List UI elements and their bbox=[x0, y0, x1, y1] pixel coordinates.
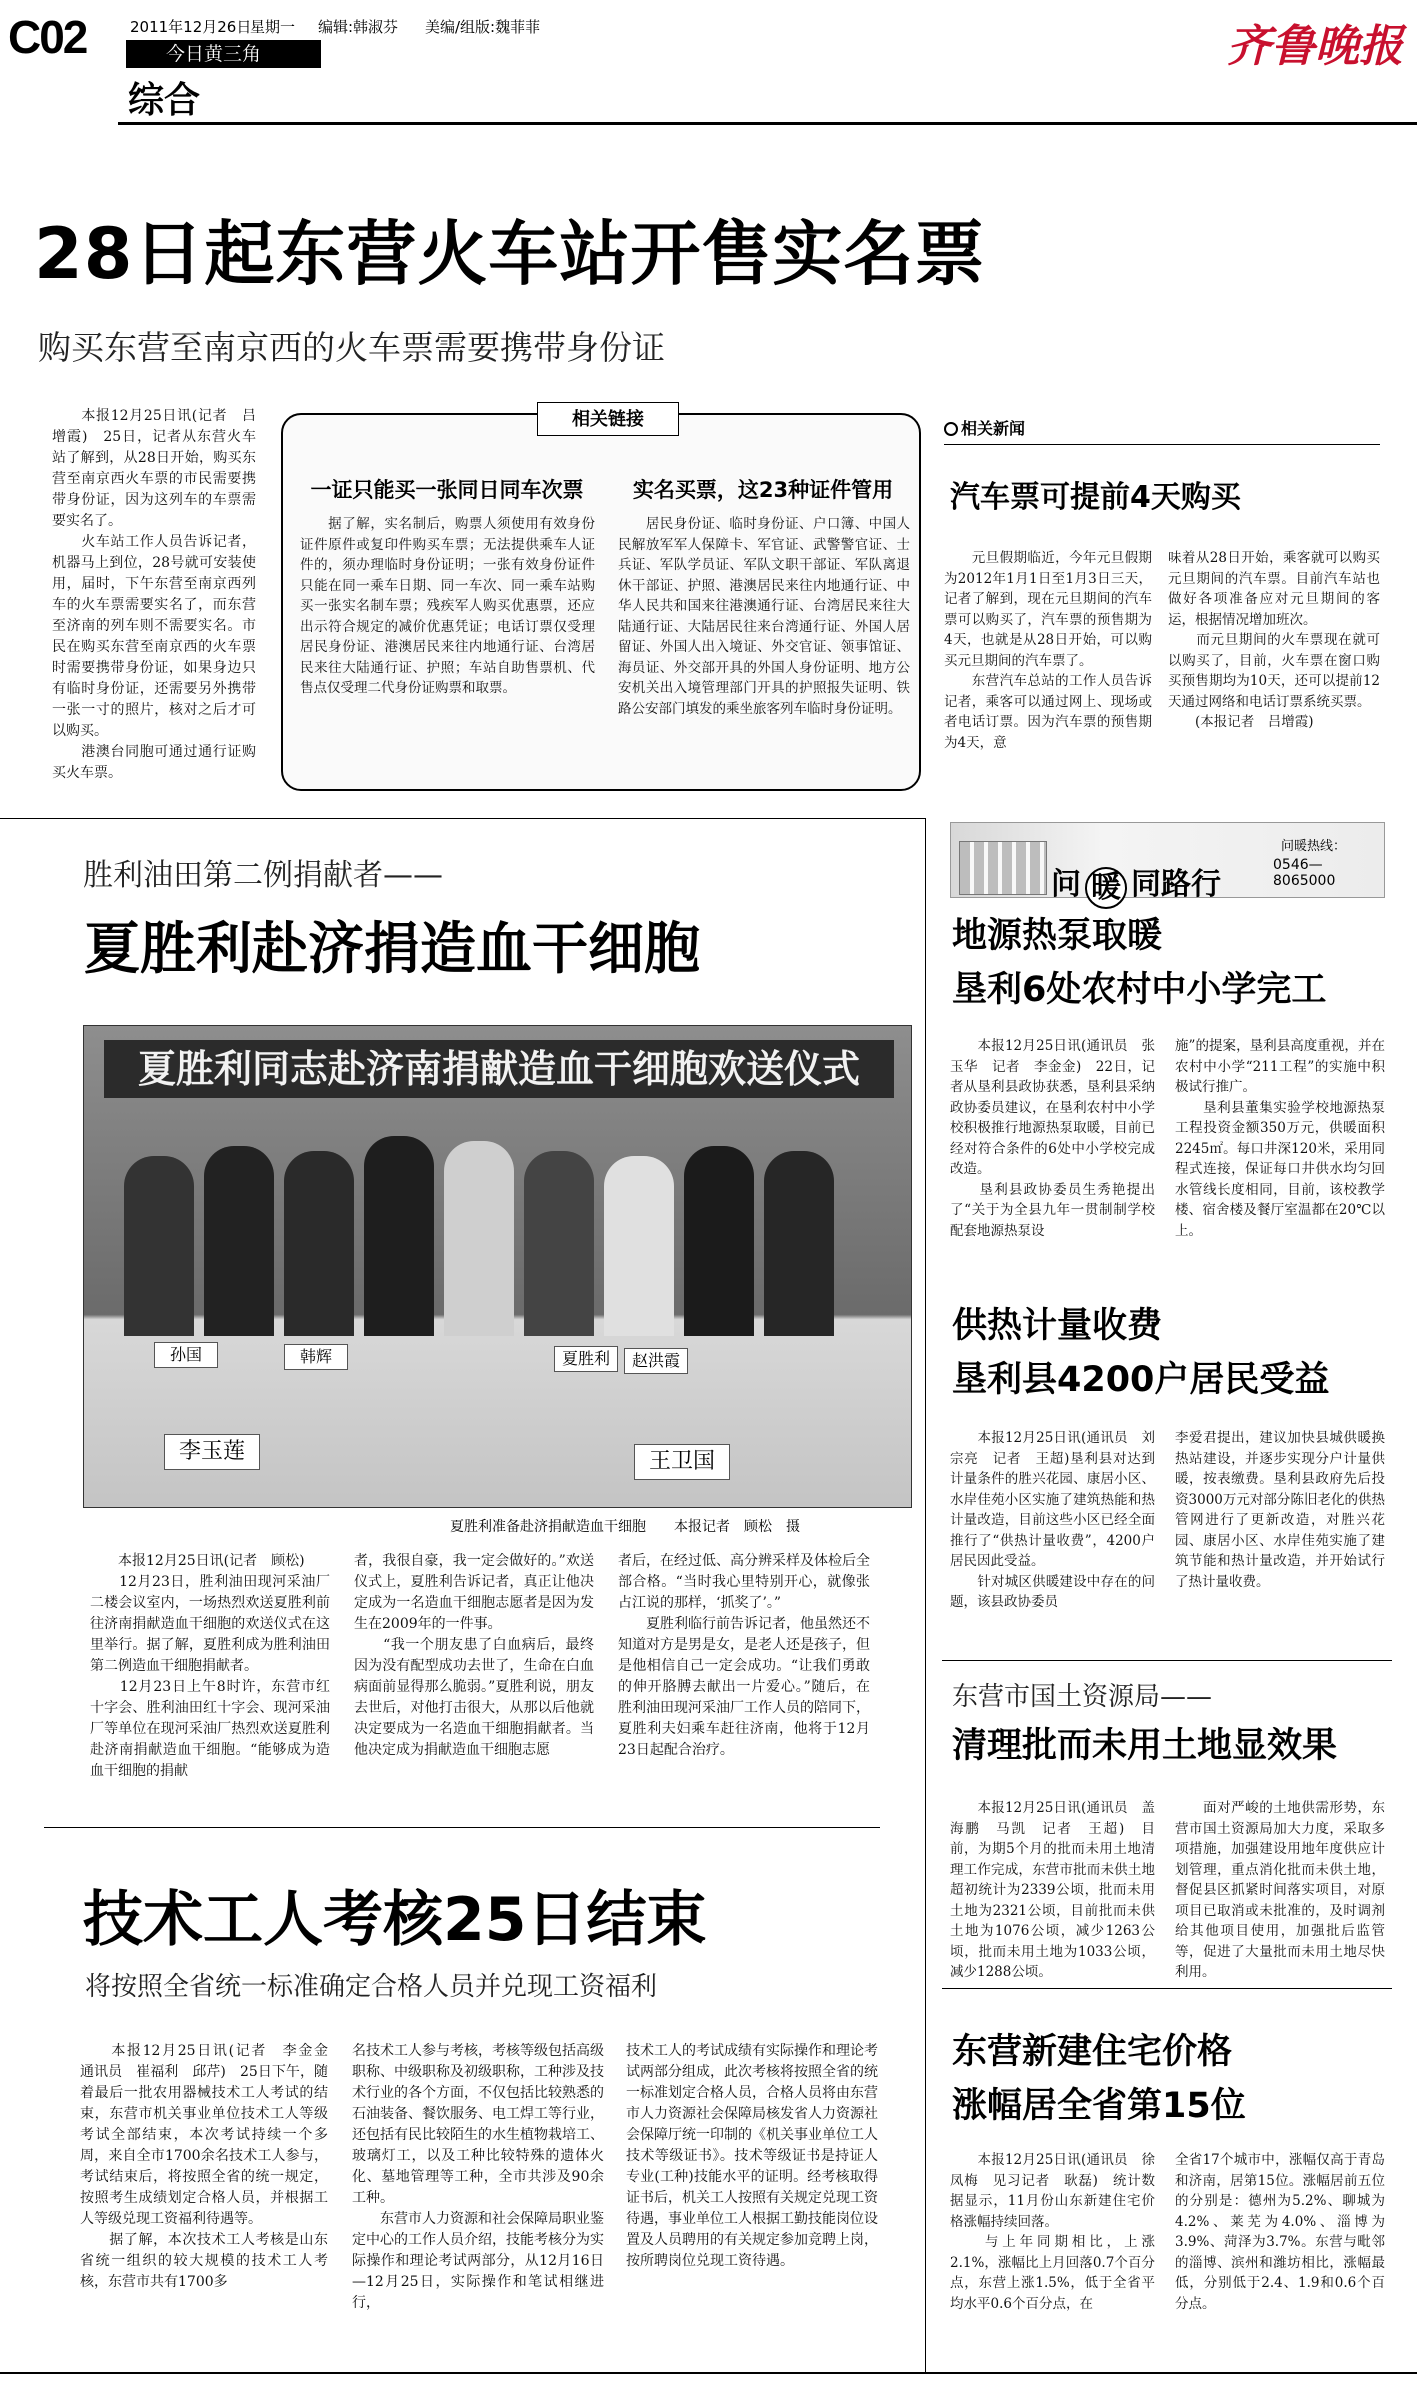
related-circle-icon bbox=[944, 422, 958, 436]
masthead-editor: 编辑:韩淑芬 bbox=[318, 18, 399, 36]
name-card-3: 夏胜利 bbox=[554, 1346, 618, 1372]
land-col1: 本报12月25日讯(通讯员 盖海鹏 马凯 记者 王超) 目前，为期5个月的批而未用土地清理工作完成，东营市批而未供土地超初统计为2339公顷，批而未用土地为2321公顷，目前批而未供土地为1076公顷，减少1263公顷，批而未用土地为1033公顷，减少1288公顷。 bbox=[950, 1800, 1155, 1980]
masthead-designer: 美编/组版:魏菲菲 bbox=[425, 18, 541, 36]
skills-subhead: 将按照全省统一标准确定合格人员并兑现工资福利 bbox=[85, 1972, 658, 2002]
land-top-rule bbox=[942, 1660, 1392, 1661]
land-col2: 面对严峻的土地供需形势，东营市国土资源局加大力度，采取多项措施，加强建设用地年度供应计划管理，重点消化批而未供土地，督促县区抓紧时间落实项目，对原项目已取消或未批准的，及时调剂给其他项目使用，加强批后监管等，促进了大量批而未用土地尽快利用。 bbox=[1175, 1800, 1385, 1980]
photo-banner: 夏胜利同志赴济南捐献造血干细胞欢送仪式 bbox=[104, 1040, 894, 1098]
heating-a2-col2: 李爱君提出，建议加快县城供暖换热站建设，并逐步实现分户计量供暖，按表缴费。垦利县政府先后投资3000万元对部分陈旧老化的供热管网进行了更新改造，对胜兴花园、康居小区、水岸佳苑实施了建筑节能和热计量改造，并开始试行了热计量收费。 bbox=[1175, 1430, 1385, 1590]
hotline-label: 问暖热线： bbox=[1281, 839, 1347, 854]
photo-people bbox=[114, 1136, 894, 1336]
links-col1-body: 据了解，实名制后，购票人须使用有效身份证件原件或复印件购买车票；无法提供乘车人证件的，须办理临时身份证明；一张有效身份证件只能在同一乘车日期、同一车次、同一乘车站购买一张实名制车票；残疾军人购买优惠票，还应出示符合规定的减价优惠凭证；电话订票仅受理居民身份证、港澳居民来往内地通行证、台湾居民来往大陆通行证、护照；车站自助售票机、代售点仅受理二代身份证购票和取票。 bbox=[300, 516, 595, 696]
heating-a2-h1: 供热计量收费 bbox=[952, 1306, 1163, 1346]
column-divider bbox=[925, 818, 926, 2373]
donor-col2: 者，我很自豪，我一定会做好的。”欢送仪式上，夏胜利告诉记者，真正让他决定成为一名造血干细胞志愿者是因为发生在2009年的一件事。 “我一个朋友患了白血病后，最终因为没有配型成功去世了，生命在白血病面前显得那么脆弱。”夏胜利说，朋友去世后，对他打击很大，从那以后他就决定要成为一名造血干细胞捐献者。当他决定成为捐献造血干细胞志愿 bbox=[354, 1553, 594, 1758]
lead-body: 本报12月25日讯(记者 吕增霞) 25日，记者从东营火车站了解到，从28日开始，购买东营至南京西火车票的市民需要携带身份证，因为这列车的车票需要实名了。 火车站工作人员告诉记者，机器马上到位，28号就可安装使用，届时，下午东营至南京西列车的火车票需要实名了，而东营至济南的列车则不需要实名。市民在购买东营至南京西的火车票时需要携带身份证，如果身边只有临时身份证，还需要另外携带一张一寸的照片，核对之后才可以购买。 港澳台同胞可通过通行证购买火车票。 bbox=[52, 408, 256, 781]
land-headline: 清理批而未用土地显效果 bbox=[952, 1726, 1338, 1766]
skills-col2: 名技术工人参与考核，考核等级包括高级职称、中级职称及初级职称，工种涉及技术行业的各个方面，不仅包括比较熟悉的石油装备、餐饮服务、电工焊工等行业，还包括有民比较陌生的水生植物栽培工、玻璃灯工，以及工种比较特殊的遗体火化、墓地管理等工种，全市共涉及90余工种。 东营市人力资源和社会保障局职业鉴定中心的工作人员介绍，技能考核分为实际操作和理论考试两部分，从12月16日—12月25日，实际操作和笔试相继进行， bbox=[352, 2043, 604, 2311]
donor-headline: 夏胜利赴济捐造血干细胞 bbox=[84, 917, 700, 982]
name-card-5: 李玉莲 bbox=[164, 1434, 260, 1470]
masthead bbox=[0, 0, 1417, 130]
masthead-rule bbox=[118, 122, 1417, 125]
heating-a1-col2: 施”的提案，垦利县高度重视，并在农村中小学“211工程”的实施中积极试行推广。 垦利县董集实验学校地源热泵工程投资金额350万元，供暖面积2245㎡。每口井深120米，采用同程式连接，保证每口井供水均匀回水管线长度相同，目前，该校教学楼、宿舍楼及餐厅室温都在20℃以上。 bbox=[1175, 1038, 1385, 1239]
masthead-date: 2011年12月26日 bbox=[130, 18, 252, 36]
heating-banner bbox=[950, 822, 1385, 905]
name-card-4: 赵洪霞 bbox=[624, 1348, 688, 1374]
skills-headline: 技术工人考核25日结束 bbox=[83, 1885, 707, 1955]
page-code: C02 bbox=[8, 11, 87, 63]
housing-top-rule bbox=[942, 1988, 1392, 1989]
donor-col1: 本报12月25日讯(记者 顾松) 12月23日，胜利油田现河采油厂二楼会议室内，一场热烈欢送夏胜利前往济南捐献造血干细胞的欢送仪式在这里举行。据了解，夏胜利成为胜利油田第二例造血干细胞捐献者。 12月23日上午8时许，东营市红十字会、胜利油田红十字会、现河采油厂等单位在现河采油厂热烈欢送夏胜利赴济南捐献造血干细胞。“能够成为造血干细胞的捐献 bbox=[90, 1553, 330, 1779]
radiator-icon bbox=[959, 841, 1047, 895]
housing-col2: 全省17个城市中，涨幅仅高于青岛和济南，居第15位。涨幅居前五位的分别是：德州为5.2%、聊城为4.2%、莱芜为4.0%、淄博为3.9%、菏泽为3.7%。东营与毗邻的淄博、滨州和潍坊相比，涨幅最低，分别低于2.4、1.9和0.6个百分点。 bbox=[1175, 2152, 1385, 2312]
bottom-rule bbox=[0, 2372, 1417, 2374]
lead-headline: 28日起东营火车站开售实名票 bbox=[34, 213, 986, 295]
donor-top-rule bbox=[0, 818, 925, 819]
heating-a1-h1: 地源热泵取暖 bbox=[952, 916, 1163, 956]
skills-top-rule bbox=[44, 1827, 880, 1828]
links-col2-title: 实名买票，这23种证件管用 bbox=[632, 478, 894, 502]
photo-caption: 夏胜利准备赴济捐献造血干细胞 本报记者 顾松 摄 bbox=[450, 1519, 800, 1535]
donor-photo bbox=[83, 1025, 912, 1508]
related-headline: 汽车票可提前4天购买 bbox=[950, 480, 1241, 515]
related-rule bbox=[944, 444, 1380, 445]
housing-h2: 涨幅居全省第15位 bbox=[952, 2086, 1246, 2126]
name-card-1: 孙国 bbox=[154, 1342, 218, 1368]
name-card-2: 韩辉 bbox=[284, 1344, 348, 1370]
related-label: 相关新闻 bbox=[944, 416, 1025, 439]
housing-h1: 东营新建住宅价格 bbox=[952, 2032, 1233, 2072]
name-card-6: 王卫国 bbox=[634, 1444, 730, 1480]
column-title: 问 暖 同路行 bbox=[1051, 859, 1221, 909]
donor-col3: 者后，在经过低、高分辨采样及体检后全部合格。“当时我心里特别开心，就像张占江说的那样，‘抓奖了’。” 夏胜利临行前告诉记者，他虽然还不知道对方是男是女，是老人还是孩子，但是他相信自己一定会成功。“让我们勇敢的伸开胳膊去献出一片爱心。”随后，在胜利油田现河采油厂工作人员的陪同下，夏胜利夫妇乘车赶往济南，他将于12月23日起配合治疗。 bbox=[618, 1553, 870, 1758]
donor-kicker: 胜利油田第二例捐献者—— bbox=[83, 858, 443, 893]
related-col1: 元旦假期临近，今年元旦假期为2012年1月1日至1月3日三天，记者了解到，现在元旦期间的汽车票可以购买了，汽车票的预售期为4天，也就是从28日开始，可以购买元旦期间的汽车票了。 东营汽车总站的工作人员告诉记者，乘客可以通过网上、现场或者电话订票。因为汽车票的预售期为4天，意 bbox=[944, 550, 1152, 751]
section-tag: 今日黄三角 bbox=[126, 40, 321, 68]
land-kicker: 东营市国土资源局—— bbox=[952, 1682, 1213, 1712]
heating-a2-h2: 垦利县4200户居民受益 bbox=[952, 1360, 1330, 1400]
heating-a1-col1: 本报12月25日讯(通讯员 张玉华 记者 李金金) 22日，记者从垦利县政协获悉，垦利县采纳政协委员建议，在垦利农村中小学校积极推行地源热泵取暖，目前已经对符合条件的6处中小学校完成改造。 垦利县政协委员生秀艳提出了“关于为全县九年一贯制制学校配套地源热泵设 bbox=[950, 1038, 1155, 1239]
masthead-weekday: 星期一 bbox=[250, 18, 296, 36]
links-col2-body: 居民身份证、临时身份证、户口簿、中国人民解放军军人保障卡、军官证、武警警官证、士兵证、军队学员证、军队文职干部证、军队离退休干部证、护照、港澳居民来往内地通行证、中华人民共和国来往港澳通行证、台湾居民来往大陆通行证、大陆居民往来台湾通行证、外国人居留证、外国人出入境证、外交官证、领事馆证、海员证、外交部开具的外国人身份证明、地方公安机关出入境管理部门开具的护照报失证明、铁路公安部门填发的乘坐旅客列车临时身份证明。 bbox=[618, 516, 910, 717]
skills-col1: 本报12月25日讯(记者 李金金 通讯员 崔福利 邱芹) 25日下午，随着最后一批农用器械技术工人考试的结束，东营市机关事业单位技术工人等级考试全部结束，本次考试持续一个多周，来自全市1700余名技术工人参与，考试结束后，将按照全省的统一规定，按照考生成绩划定合格人员，并根据工人等级兑现工资福利待遇等。 据了解，本次技术工人考核是山东省统一组织的较大规模的技术工人考核，东营市共有1700多 bbox=[80, 2043, 328, 2290]
heating-a1-h2: 垦利6处农村中小学完工 bbox=[952, 970, 1327, 1010]
lead-subhead: 购买东营至南京西的火车票需要携带身份证 bbox=[38, 328, 665, 367]
heating-a2-col1: 本报12月25日讯(通讯员 刘宗亮 记者 王超)垦利县对达到计量条件的胜兴花园、康居小区、水岸佳苑小区实施了建筑热能和热计量改造，目前这些小区已经全面推行了“供热计量收费”，4200户居民因此受益。 针对城区供暖建设中存在的问题，该县政协委员 bbox=[950, 1430, 1155, 1610]
related-col2: 味着从28日开始，乘客就可以购买元旦期间的汽车票。目前汽车站也做好各项准备应对元旦期间的客运，根据情况增加班次。 而元旦期间的火车票现在就可以购买了，目前，火车票在窗口购买预售期均为10天，还可以提前12天通过网络和电话订票系统买票。 (本报记者 吕增霞) bbox=[1168, 550, 1380, 730]
links-col1-title: 一证只能买一张同日同车次票 bbox=[310, 478, 584, 502]
skills-col3: 技术工人的考试成绩有实际操作和理论考试两部分组成，此次考核将按照全省的统一标准划定合格人员，合格人员将由东营市人力资源社会保障局核发省人力资源社会保障厅统一印制的《机关事业单位工人技术等级证书》。技术等级证书是持证人专业(工种)技能水平的证明。经考核取得证书后，机关工人按照有关规定兑现工资待遇，事业单位工人根据工勤技能岗位设置及人员聘用的有关规定参加竞聘上岗，按所聘岗位兑现工资待遇。 bbox=[626, 2043, 878, 2269]
section-title: 综合 bbox=[128, 80, 201, 121]
housing-col1: 本报12月25日讯(通讯员 徐凤梅 见习记者 耿磊) 统计数据显示，11月份山东新建住宅价格涨幅持续回落。 与上年同期相比，上涨2.1%，涨幅比上月回落0.7个百分点，东营上涨1.5%，低于全省平均水平0.6个百分点，在 bbox=[950, 2152, 1155, 2312]
brand-logo: 齐鲁晚报 bbox=[1227, 21, 1403, 72]
hotline-number: 0546—8065000 bbox=[1273, 857, 1336, 889]
links-box-title: 相关链接 bbox=[537, 402, 679, 436]
